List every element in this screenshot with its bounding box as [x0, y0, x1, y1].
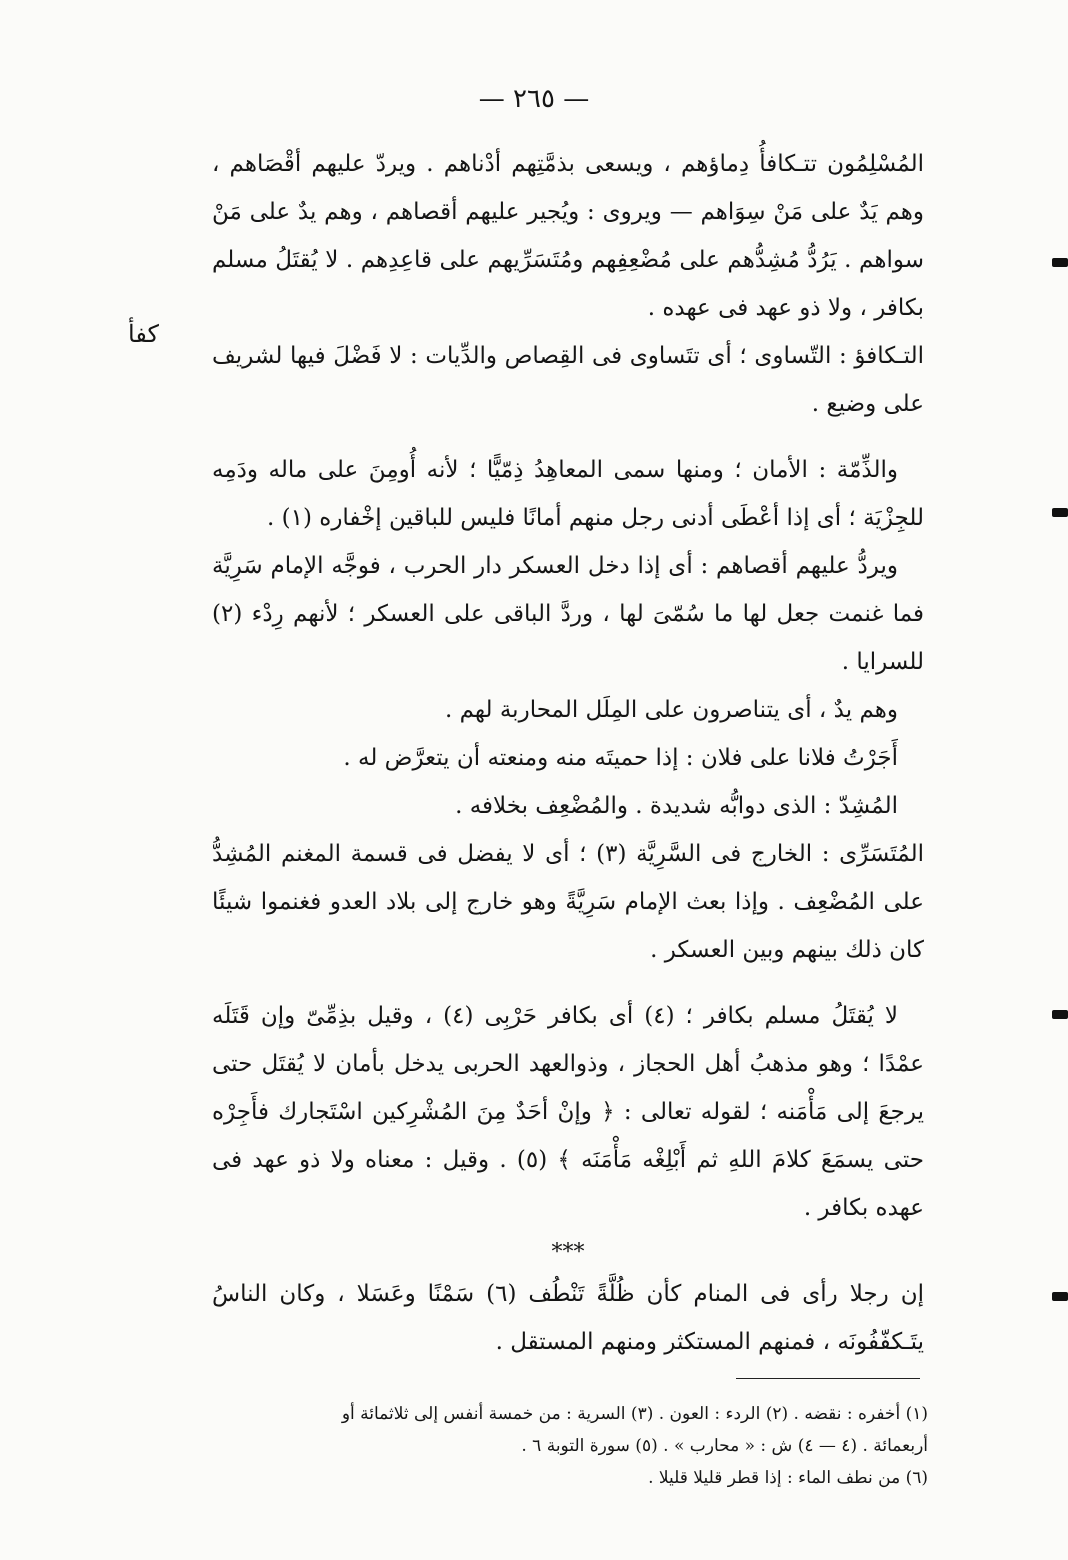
paragraph-gap — [212, 428, 924, 446]
paragraph-takafu: التـكافؤ : التّساوى ؛ أى تتَساوى فى القِصاص والدِّيات : لا فَضْلَ فيها لشريف على وضيع . — [212, 343, 924, 417]
binding-mark — [1052, 258, 1068, 267]
paragraph-dhimma: والذِّمّة : الأمان ؛ ومنها سمى المعاهِدُ ذِمّيًّا ؛ لأنه أُومِنَ على ماله ودَمِه للجِزْيَة ؛ أى إذا أعْطَى أدنى رجل منهم أمانًا فليس للباقين إخْفاره (١) . — [212, 457, 924, 531]
footnotes — [212, 1398, 928, 1494]
paragraph-dream: إن رجلا رأى فى المنام كأن ظُلَّةً تَنْطُف (٦) سَمْنًا وعَسَلا ، وكان الناسُ يتَـكفّفُونَه ، فمنهم المستكثر ومنهم المستقل . — [212, 1281, 924, 1355]
paragraph-ajartu: أَجَرْتُ فلانا على فلان : إذا حميتَه منه ومنعته أن يتعرَّض له . — [343, 745, 898, 771]
section-divider-stars: *** — [551, 1240, 585, 1265]
paragraph-gap — [212, 974, 924, 992]
footnote-line: (١) أخفره : نقضه . (٢) الردء : العون . (٣) السرية : من خمسة أنفس إلى ثلاثمائة أو — [341, 1404, 928, 1424]
paragraph-mushidd: المُشِدّ : الذى دوابُّه شديدة . والمُضْعِف بخلافه . — [455, 793, 898, 819]
main-text — [212, 140, 924, 1366]
paragraph-hadith-intro: المُسْلِمُون تتـكافأُ دِماؤهم ، ويسعى بذمَّتِهم أدْناهم . ويردّ عليهم أقْصَاهم ، وهم يَدٌ على مَنْ سِوَاهم — ويروى : ويُجير عليهم أقصاهم ، وهم يدٌ على مَنْ سواهم . يَرُدُّ مُشِدُّهم على مُضْعِفِهم ومُتَسَرِّيهم على قاعِدِهم . لا يُقتَلُ مسلم بكافر ، ولا ذو عهد فى عهده . — [212, 151, 924, 321]
paragraph-la-yuqtal: لا يُقتَلُ مسلم بكافر ؛ (٤) أى بكافر حَرْبِى (٤) ، وقيل بذِمِّىّ وإن قَتَلَه عمْدًا ؛ وهو مذهبُ أهل الحجاز ، وذوالعهد الحربى يدخل بأمان لا يُقتَل حتى يرجعَ إلى مَأْمَنه ؛ لقوله تعالى : ﴿ وإنْ أحَدٌ مِنَ المُشْرِكين اسْتَجارك فأَجِرْه حتى يسمَعَ كلامَ اللهِ ثم أَبْلِغْه مَأْمَنَه ﴾ (٥) . وقيل : معناه ولا ذو عهد فى عهده بكافر . — [212, 1003, 924, 1221]
margin-note: كفأ — [128, 320, 159, 348]
footnote-line: (٦) من نطف الماء : إذا قطر قليلا قليلا . — [648, 1468, 928, 1488]
paragraph-yad: وهم يدٌ ، أى يتناصرون على المِلَل المحاربة لهم . — [445, 697, 898, 723]
paragraph-mutasarri: المُتَسَرِّى : الخارج فى السَّرِيَّة (٣) ؛ أى لا يفضل فى قسمة المغنم المُشِدُّ على المُضْعِف . وإذا بعث الإمام سَرِيَّةً وهو خارج إلى بلاد العدو فغنموا شيئًا كان ذلك بينهم وبين العسكر . — [212, 841, 924, 963]
binding-mark — [1052, 1292, 1068, 1301]
footnote-line: أربعمائة . (٤ — ٤) ش : « محارب » . (٥) سورة التوبة ٦ . — [521, 1436, 928, 1456]
footnote-rule — [736, 1378, 920, 1379]
page-number: — ٢٦٥ — — [478, 84, 590, 114]
binding-mark — [1052, 1010, 1068, 1019]
binding-mark — [1052, 508, 1068, 517]
paragraph-yaruddu: ويردُّ عليهم أقصاهم : أى إذا دخل العسكر دار الحرب ، فوجَّه الإمام سَرِيَّة فما غنمت جعل لها ما سُمّىَ لها ، وردَّ الباقى على العسكر ؛ لأنهم رِدْء (٢) للسرايا . — [212, 553, 924, 675]
